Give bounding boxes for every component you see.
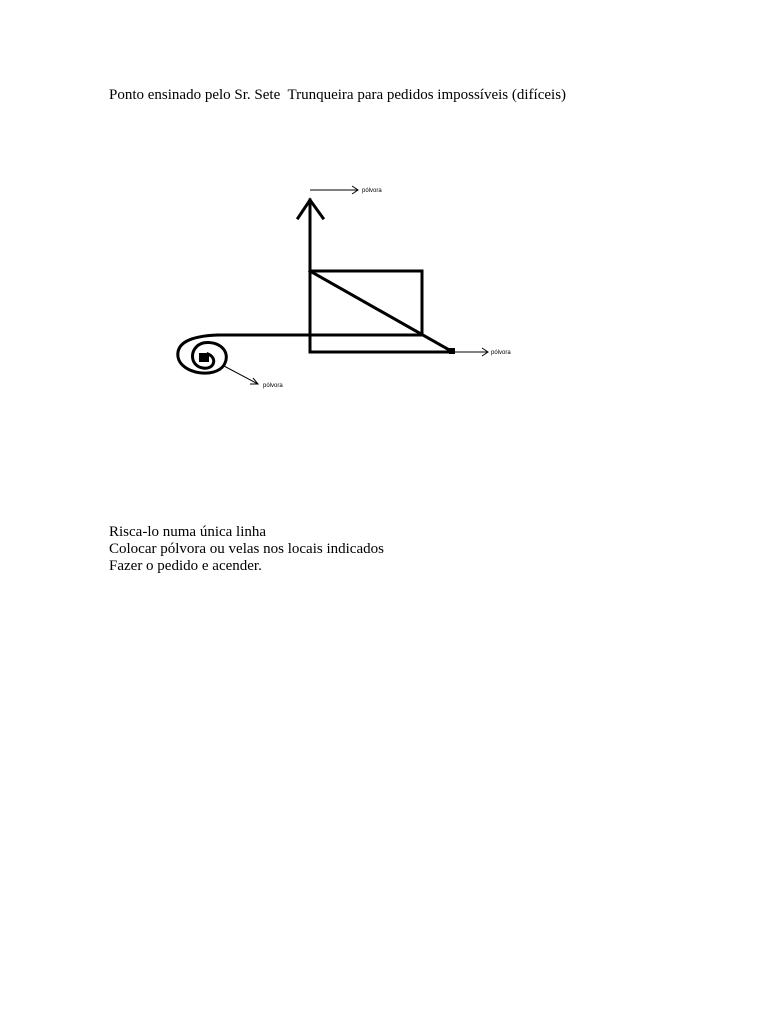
powder-point-spiral: [199, 353, 209, 362]
instruction-line: Fazer o pedido e acender.: [109, 558, 262, 574]
label-arrow-spiral: [224, 366, 258, 384]
document-title: Ponto ensinado pelo Sr. Sete Trunqueira para pedidos impossíveis (difíceis): [109, 87, 567, 103]
powder-point-right: [449, 348, 455, 354]
label-polvora-right: pólvora: [491, 350, 511, 356]
instruction-line: Risca-lo numa única linha: [109, 524, 267, 540]
label-polvora-spiral: pólvora: [263, 383, 283, 389]
instruction-line: Colocar pólvora ou velas nos locais indicados: [109, 541, 384, 557]
instructions: [109, 524, 384, 575]
diagonal-line: [310, 271, 451, 351]
label-polvora-top: pólvora: [362, 188, 382, 194]
